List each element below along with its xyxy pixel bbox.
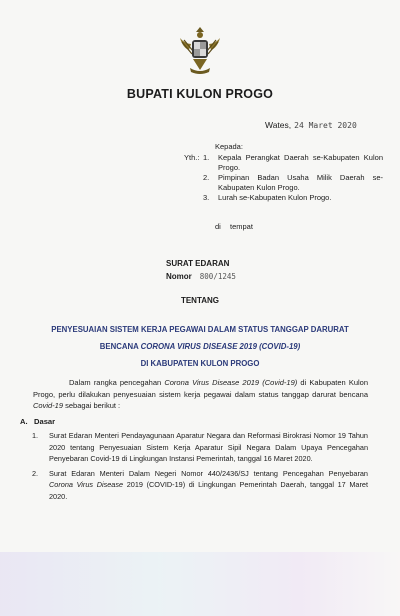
recipient-location <box>215 222 253 231</box>
intro-paragraph: Dalam rangka pencegahan Corona Virus Disease 2019 (Covid-19) di Kabupaten Kulon Progo, perlu dilakukan penyesuaian sistem kerja pegawai dalam status tanggap darurat bencana Covid-19 sebagai berikut : <box>33 378 369 410</box>
list-item: 1. Surat Edaran Menteri Pendayagunaan Aparatur Negara dan Reformasi Birokrasi Nomor 19 Tahun 2020 tentang Penyesuaian Sistem Kerja Aparatur Sipil Negara Dalam Upaya Pencegahan Penyebaran Covid-19 di Lingkungan Instansi Pemerintah, tanggal 16 Maret 2020. <box>32 431 368 463</box>
date-handwritten: 24 Maret 2020 <box>294 121 357 130</box>
garuda-emblem-icon <box>177 24 223 76</box>
tempat-text: tempat <box>230 222 253 231</box>
place-date <box>265 120 357 130</box>
recipient-list <box>203 153 383 204</box>
letter-type: SURAT EDARAN <box>166 259 230 268</box>
number-label: Nomor <box>166 272 192 281</box>
recipient-prefix: Yth.: <box>184 153 200 162</box>
number-value: 800/1245 <box>199 272 236 281</box>
di-text: di <box>215 222 221 231</box>
basis-list <box>32 430 368 505</box>
subject-line-1: PENYESUAIAN SISTEM KERJA PEGAWAI DALAM STATUS TANGGAP DARURAT <box>51 325 349 334</box>
list-item: 2. Surat Edaran Menteri Dalam Negeri Nomor 440/2436/SJ tentang Pencegahan Penyebaran Corona Virus Disease 2019 (COVID-19) di Lingkungan Pemerintah Daerah, tanggal 17 Maret 2020. <box>32 468 369 501</box>
section-heading: A. Dasar <box>20 417 56 426</box>
subject-title <box>20 321 380 372</box>
subject-line-2: BENCANA CORONA VIRUS DISEASE 2019 (COVID-19) <box>99 342 301 351</box>
footer-decoration <box>0 552 400 616</box>
recipient-item: 2. Pimpinan Badan Usaha Milik Daerah se-Kabupaten Kulon Progo. <box>203 173 383 192</box>
place-text: Wates, <box>265 120 292 130</box>
recipient-item: 1. Kepala Perangkat Daerah se-Kabupaten Kulon Progo. <box>203 153 383 172</box>
recipient-label: Kepada: <box>215 142 243 151</box>
recipient-item: 3. Lurah se-Kabupaten Kulon Progo. <box>203 193 332 203</box>
subject-line-3: DI KABUPATEN KULON PROGO <box>140 359 260 368</box>
letter-number <box>166 272 236 281</box>
letter-heading: BUPATI KULON PROGO <box>126 87 274 101</box>
subject-label: TENTANG <box>180 296 220 305</box>
